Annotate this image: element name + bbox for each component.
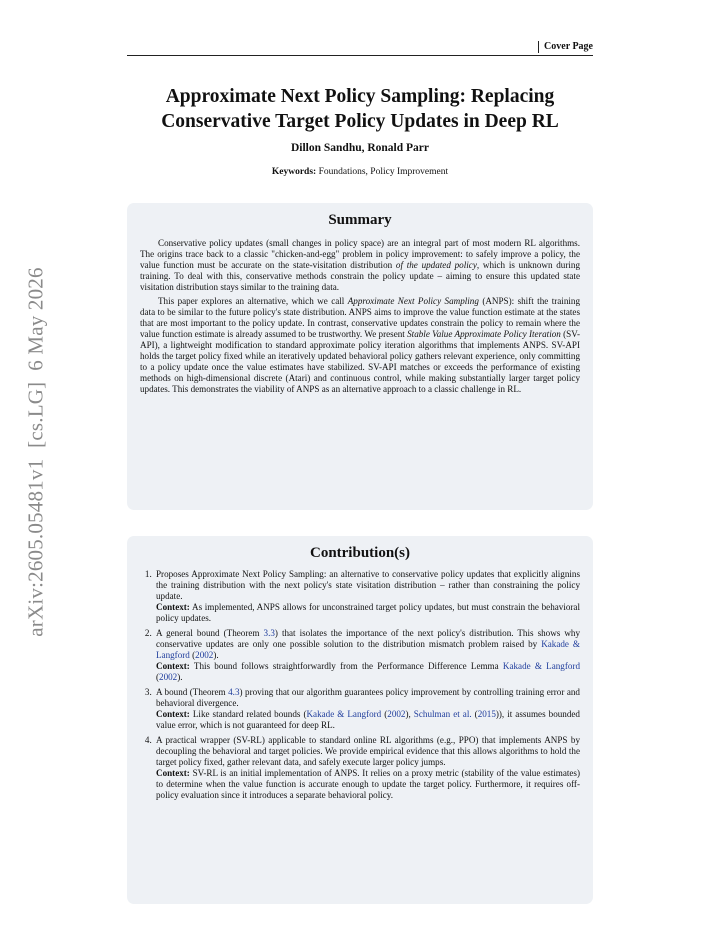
contributions-heading: Contribution(s) — [309, 545, 410, 561]
keywords-value: Foundations, Policy Improvement — [318, 167, 449, 177]
arxiv-identifier: arXiv:2605.05481v1 [cs.LG] 6 May 2026 — [23, 267, 48, 637]
keywords — [127, 167, 593, 177]
summary-p1-emphasis: of the updated policy — [395, 260, 477, 270]
citation-kakade-link[interactable]: Kakade & Langford — [156, 639, 580, 660]
keywords-label: Keywords: — [271, 167, 317, 177]
contribution-3-text-b: ) proving that our algorithm guarantees policy improvement by controlling training error and behavioral divergence. — [156, 687, 580, 708]
citation-kakade-link[interactable]: Kakade & Langford — [502, 661, 581, 671]
contribution-3-context-b: ( — [381, 709, 388, 719]
summary-p2-text-a: This paper explores an alternative, which we call — [158, 296, 348, 306]
theorem-4-3-link[interactable]: 4.3 — [228, 687, 240, 697]
title-line-2: Conservative Target Policy Updates in Deep RL — [161, 111, 559, 132]
contribution-3-context: Like standard related bounds ( — [189, 709, 307, 719]
contribution-4-text: A practical wrapper (SV-RL) applicable to standard online RL algorithms (e.g., PPO) that implements ANPS by decoupling the behavioral and target policies. We provide empirical evidence that this allows algorithms to hold the target policy fixed, gather relevant data, and safely execute larger policy jumps. — [156, 735, 580, 767]
citation-2002-link[interactable]: 2002 — [195, 650, 214, 660]
theorem-3-3-link[interactable]: 3.3 — [263, 628, 275, 638]
contribution-item-3 — [154, 687, 580, 731]
paper-title — [127, 84, 593, 134]
citation-kakade-link[interactable]: Kakade & Langford — [306, 709, 382, 719]
summary-heading: Summary — [328, 212, 392, 228]
summary-p2-emphasis-2: Stable Value Approximate Policy Iteration — [407, 329, 561, 339]
contribution-2-context-label: Context: — [156, 661, 190, 671]
contribution-2-context-b: ( — [156, 672, 160, 682]
contribution-2-context-c: ). — [177, 672, 183, 682]
contribution-3-context-d: ( — [471, 709, 478, 719]
contribution-1-context-label: Context: — [156, 602, 190, 612]
summary-p2-text-c: (SV-API), a lightweight modification to standard approximate policy iteration algorithms that implements ANPS. SV-API holds the target policy fixed while an iteratively updated behavioral policy gathers relevant experience, only committing to a policy update once the value estimates have stabilized. SV-API matches or exceeds the performance of existing methods on high-dimensional discrete (Atari) and continuous control, while making substantially larger target policy updates. This demonstrates the viability of ANPS as an alternative approach to a classic challenge in RL. — [140, 329, 580, 394]
title-line-1: Approximate Next Policy Sampling: Replacing — [165, 86, 555, 107]
summary-p1-text-a: Conservative policy updates (small changes in policy space) are an integral part of most modern RL algorithms. The origins trace back to a classic "chicken-and-egg" problem in policy improvement: to safely improve a policy, the value function must be accurate on the state-visitation distribution — [140, 238, 580, 270]
contribution-1-text: Proposes Approximate Next Policy Sampling: an alternative to conservative policy updates that explicitly alignins the training distribution with the next policy's state visitation distribution – rather than constraining the policy update. — [156, 569, 580, 601]
contribution-1-context: As implemented, ANPS allows for unconstrained target policy updates, but must constrain the behavioral policy updates. — [156, 602, 580, 623]
summary-box — [127, 203, 593, 510]
contribution-3-context-c: ), — [405, 709, 414, 719]
citation-schulman-link[interactable]: Schulman et al. — [413, 709, 472, 719]
contributions-box — [127, 536, 593, 904]
contributions-list — [140, 569, 580, 801]
contribution-3-text-a: A bound (Theorem — [156, 687, 229, 697]
contribution-4-context: SV-RL is an initial implementation of ANPS. It relies on a proxy metric (stability of the value estimates) to determine when the value function is accurate enough to update the target policy. Furthermore, it requires off-policy evaluation since it introduces a separate behavioral policy. — [156, 768, 580, 800]
contribution-item-2 — [154, 628, 580, 683]
summary-paragraph-2 — [140, 296, 580, 395]
contribution-2-context: This bound follows straightforwardly from the Performance Difference Lemma — [189, 661, 503, 671]
contribution-2-text-b: ) that isolates the importance of the next policy's distribution. This shows why conservative updates are only one possible solution to the distribution mismatch problem raised by — [156, 628, 580, 649]
contribution-2-text-c: ( — [189, 650, 196, 660]
summary-p1-text-b: , which is unknown during training. To deal with this, conservative methods constrain the policy update – aiming to ensure this updated state visitation distribution stays similar to the training data. — [140, 260, 580, 292]
summary-p2-emphasis-1: Approximate Next Policy Sampling — [347, 296, 479, 306]
contribution-2-text-a: A general bound (Theorem — [156, 628, 264, 638]
citation-2015-link[interactable]: 2015 — [477, 709, 496, 719]
contribution-2-text-d: ). — [213, 650, 219, 660]
contribution-item-4 — [154, 735, 580, 801]
contribution-item-1 — [154, 569, 580, 624]
summary-p2-text-b: (ANPS): shift the training data to be similar to the future policy's state distribution. ANPS aims to improve the value function estimate at the states that are most important to the policy update. In contrast, conservative updates constrain the policy to remain where the value function estimate is already assumed to be trustworthy. We present — [140, 296, 580, 339]
authors: Dillon Sandhu, Ronald Parr — [290, 142, 430, 154]
citation-2002-link[interactable]: 2002 — [387, 709, 406, 719]
header-rule — [127, 55, 593, 56]
cover-page-label: Cover Page — [538, 41, 593, 53]
summary-paragraph-1 — [140, 238, 580, 293]
contribution-3-context-e: )), it assumes bounded value error, which is not guaranteed for deep RL. — [156, 709, 580, 730]
contribution-4-context-label: Context: — [156, 768, 190, 778]
citation-2002-link[interactable]: 2002 — [159, 672, 178, 682]
contribution-3-context-label: Context: — [156, 709, 190, 719]
